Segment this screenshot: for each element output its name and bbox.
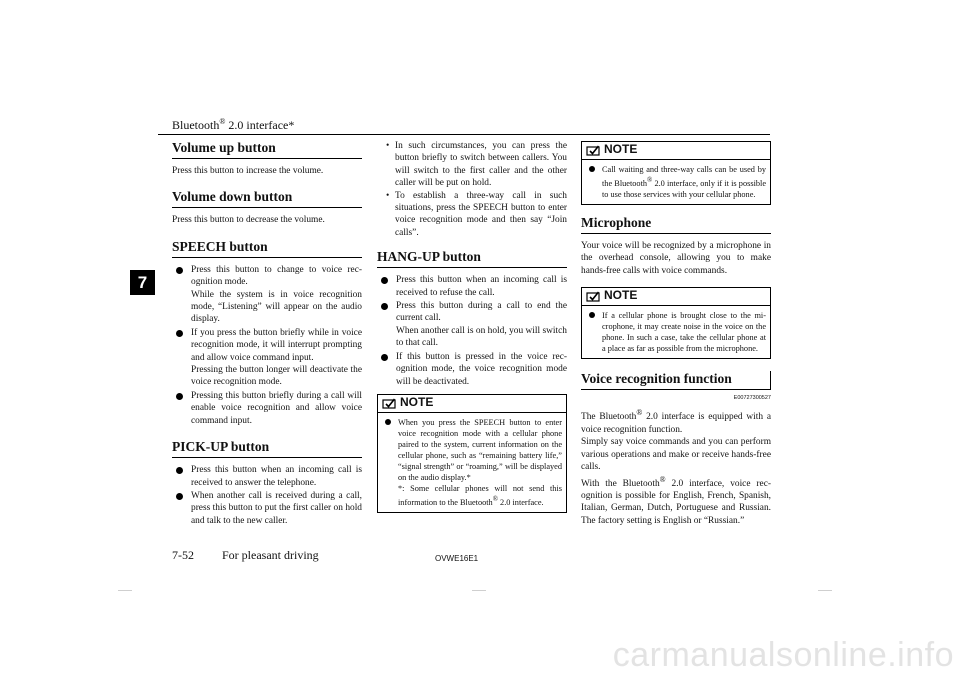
list-item [172, 327, 362, 389]
section-title-hangup: HANG-UP button [377, 249, 567, 268]
list-item-text: Press this button when an incoming call is received to refuse the call. [396, 275, 567, 298]
section-title-volume-down: Volume down button [172, 189, 362, 208]
note-box-microphone [581, 287, 771, 359]
header-reg-mark: ® [219, 117, 226, 126]
microphone-text: Your voice will be recognized by a microphone in the overhead console, allowing you to make hands-free calls with voice commands. [581, 240, 771, 276]
hangup-list [377, 274, 567, 388]
list-item [172, 464, 362, 489]
note-icon [586, 145, 600, 156]
pickup-list [172, 464, 362, 527]
page-number: 7-52 [172, 548, 194, 562]
note-box-call-waiting [581, 141, 771, 205]
crop-mark [818, 590, 832, 591]
header-title-prefix: Bluetooth [172, 118, 220, 132]
vr-text: With the Bluetooth [581, 478, 660, 489]
list-item [377, 300, 567, 350]
note-footnote-end: 2.0 interface. [497, 497, 544, 507]
note-body [582, 160, 770, 204]
note-header [582, 142, 770, 160]
note-label: NOTE [604, 287, 638, 302]
chapter-tab: 7 [130, 270, 155, 295]
sub-bullet-icon: • [386, 141, 390, 151]
note-item [588, 164, 766, 200]
reg-mark: ® [492, 495, 498, 503]
note-text-end: 2.0 interface, only if it is possible to use those services with your cellular phone. [602, 178, 767, 199]
column-1 [172, 140, 362, 533]
bullet-icon [381, 277, 388, 284]
note-body [582, 306, 770, 358]
caller-sub-list [377, 140, 567, 239]
note-icon [382, 398, 396, 409]
section-title-speech: SPEECH button [172, 239, 362, 258]
section-title-volume-up: Volume up button [172, 140, 362, 159]
list-item-text: If this button is pressed in the voice recognition mode, the voice recognition mode will be deactivated. [396, 351, 567, 387]
vr-paragraph-3 [581, 474, 771, 528]
speech-list [172, 264, 362, 427]
bullet-icon [381, 354, 388, 361]
note-footnote: *: Some cellular phones will not send this information to the Bluetooth [398, 483, 562, 507]
list-item-text: In such circumstances, you can press the button briefly to switch between callers. You will switch to the first caller and the other caller will be put on hold. [395, 141, 567, 189]
bullet-icon [176, 267, 183, 274]
footer-chapter-title: For pleasant driving [222, 548, 319, 562]
list-item [172, 390, 362, 427]
column-3 [581, 140, 771, 530]
list-item [377, 190, 567, 240]
list-item-text: Pressing this button briefly during a call will enable voice recognition and allow voice command input. [191, 390, 362, 426]
bullet-icon [176, 330, 183, 337]
list-item [377, 140, 567, 190]
note-label: NOTE [400, 394, 434, 409]
list-item [172, 264, 362, 326]
vr-text: 2.0 interface is equipped with a voice recognition function. [581, 412, 771, 435]
document-code: OVWE16E1 [435, 554, 479, 563]
list-item-text: To establish a three-way call in such situations, press the SPEECH button to enter voice recognition mode and then say “Join calls”. [395, 190, 567, 238]
note-icon [586, 291, 600, 302]
watermark: carmanualsonline.info [612, 636, 954, 674]
bullet-icon [176, 493, 183, 500]
crop-mark [472, 590, 486, 591]
volume-up-text: Press this button to increase the volume. [172, 166, 324, 176]
note-label: NOTE [604, 142, 638, 156]
running-header [172, 117, 294, 133]
note-header [582, 288, 770, 306]
list-item [377, 274, 567, 299]
list-item-text: Press this button to change to voice recognition mode. [191, 264, 362, 288]
reg-mark: ® [659, 474, 666, 484]
note-box-speech [377, 394, 567, 513]
sub-bullet-icon: • [386, 190, 390, 201]
crop-mark [118, 590, 132, 591]
reg-mark: ® [647, 177, 653, 184]
note-text: When you press the SPEECH button to enter voice recognition mode with a cellular phone paired to the system, current information on the cellular phone, such as “remaining battery life,” “signal strength” or “roaming,” will be displayed on the audio display.* [398, 417, 562, 482]
column-2 [377, 140, 567, 523]
bullet-icon [176, 467, 183, 474]
section-title-pickup: PICK-UP button [172, 439, 362, 458]
list-item-text: Press this button during a call to end the current call. [396, 301, 567, 324]
list-item-text: Press this button when an incoming call is received to answer the telephone. [191, 465, 362, 488]
list-item-text: If you press the button briefly while in voice recognition mode, it will interrupt prompting and allow voice command input. [191, 327, 362, 363]
bullet-icon [381, 303, 388, 310]
note-body [378, 413, 566, 512]
list-item [377, 351, 567, 388]
note-item [588, 310, 766, 354]
reg-mark: ® [636, 408, 643, 418]
vr-text: 2.0 interface, voice recognition is possible for English, French, Spanish, Italian, German, Dutch, Portuguese and Russian. The factory setting is English or “Russian.” [581, 478, 771, 526]
note-text: If a cellular phone is brought close to the microphone, it may create noise in the voice on the phone. In such a case, take the cellular phone at a place as far as possible from the microphone. [602, 310, 766, 353]
note-text: Call waiting and three-way calls can be used by the Bluetooth [602, 165, 766, 188]
bullet-icon [176, 393, 183, 400]
vr-paragraph-1 [581, 407, 771, 436]
note-item [384, 417, 562, 508]
vr-text: The Bluetooth [581, 412, 637, 423]
vr-paragraph-2: Simply say voice commands and you can perform various operations and make or receive hands-free calls. [581, 437, 771, 473]
list-item-text: When another call is received during a call, press this button to put the first caller on hold and talk to the new caller. [191, 490, 362, 526]
list-item-text: Pressing the button longer will deactivate the voice recognition mode. [191, 365, 362, 388]
volume-down-text: Press this button to decrease the volume. [172, 215, 325, 226]
bullet-icon [589, 312, 595, 318]
bullet-icon [589, 166, 595, 172]
list-item-text: When another call is on hold, you will switch to that call. [396, 325, 567, 349]
section-title-voice-recognition: Voice recognition function [581, 371, 771, 390]
section-title-microphone: Microphone [581, 215, 771, 234]
section-code: E00727300527 [733, 394, 771, 401]
list-item-text: While the system is in voice recognition mode, “Listening” will appear on the audio display. [191, 289, 362, 325]
header-title-suffix: 2.0 interface* [225, 118, 295, 132]
list-item [172, 490, 362, 527]
header-rule [158, 134, 770, 135]
bullet-icon [385, 419, 391, 425]
note-header [378, 395, 566, 413]
